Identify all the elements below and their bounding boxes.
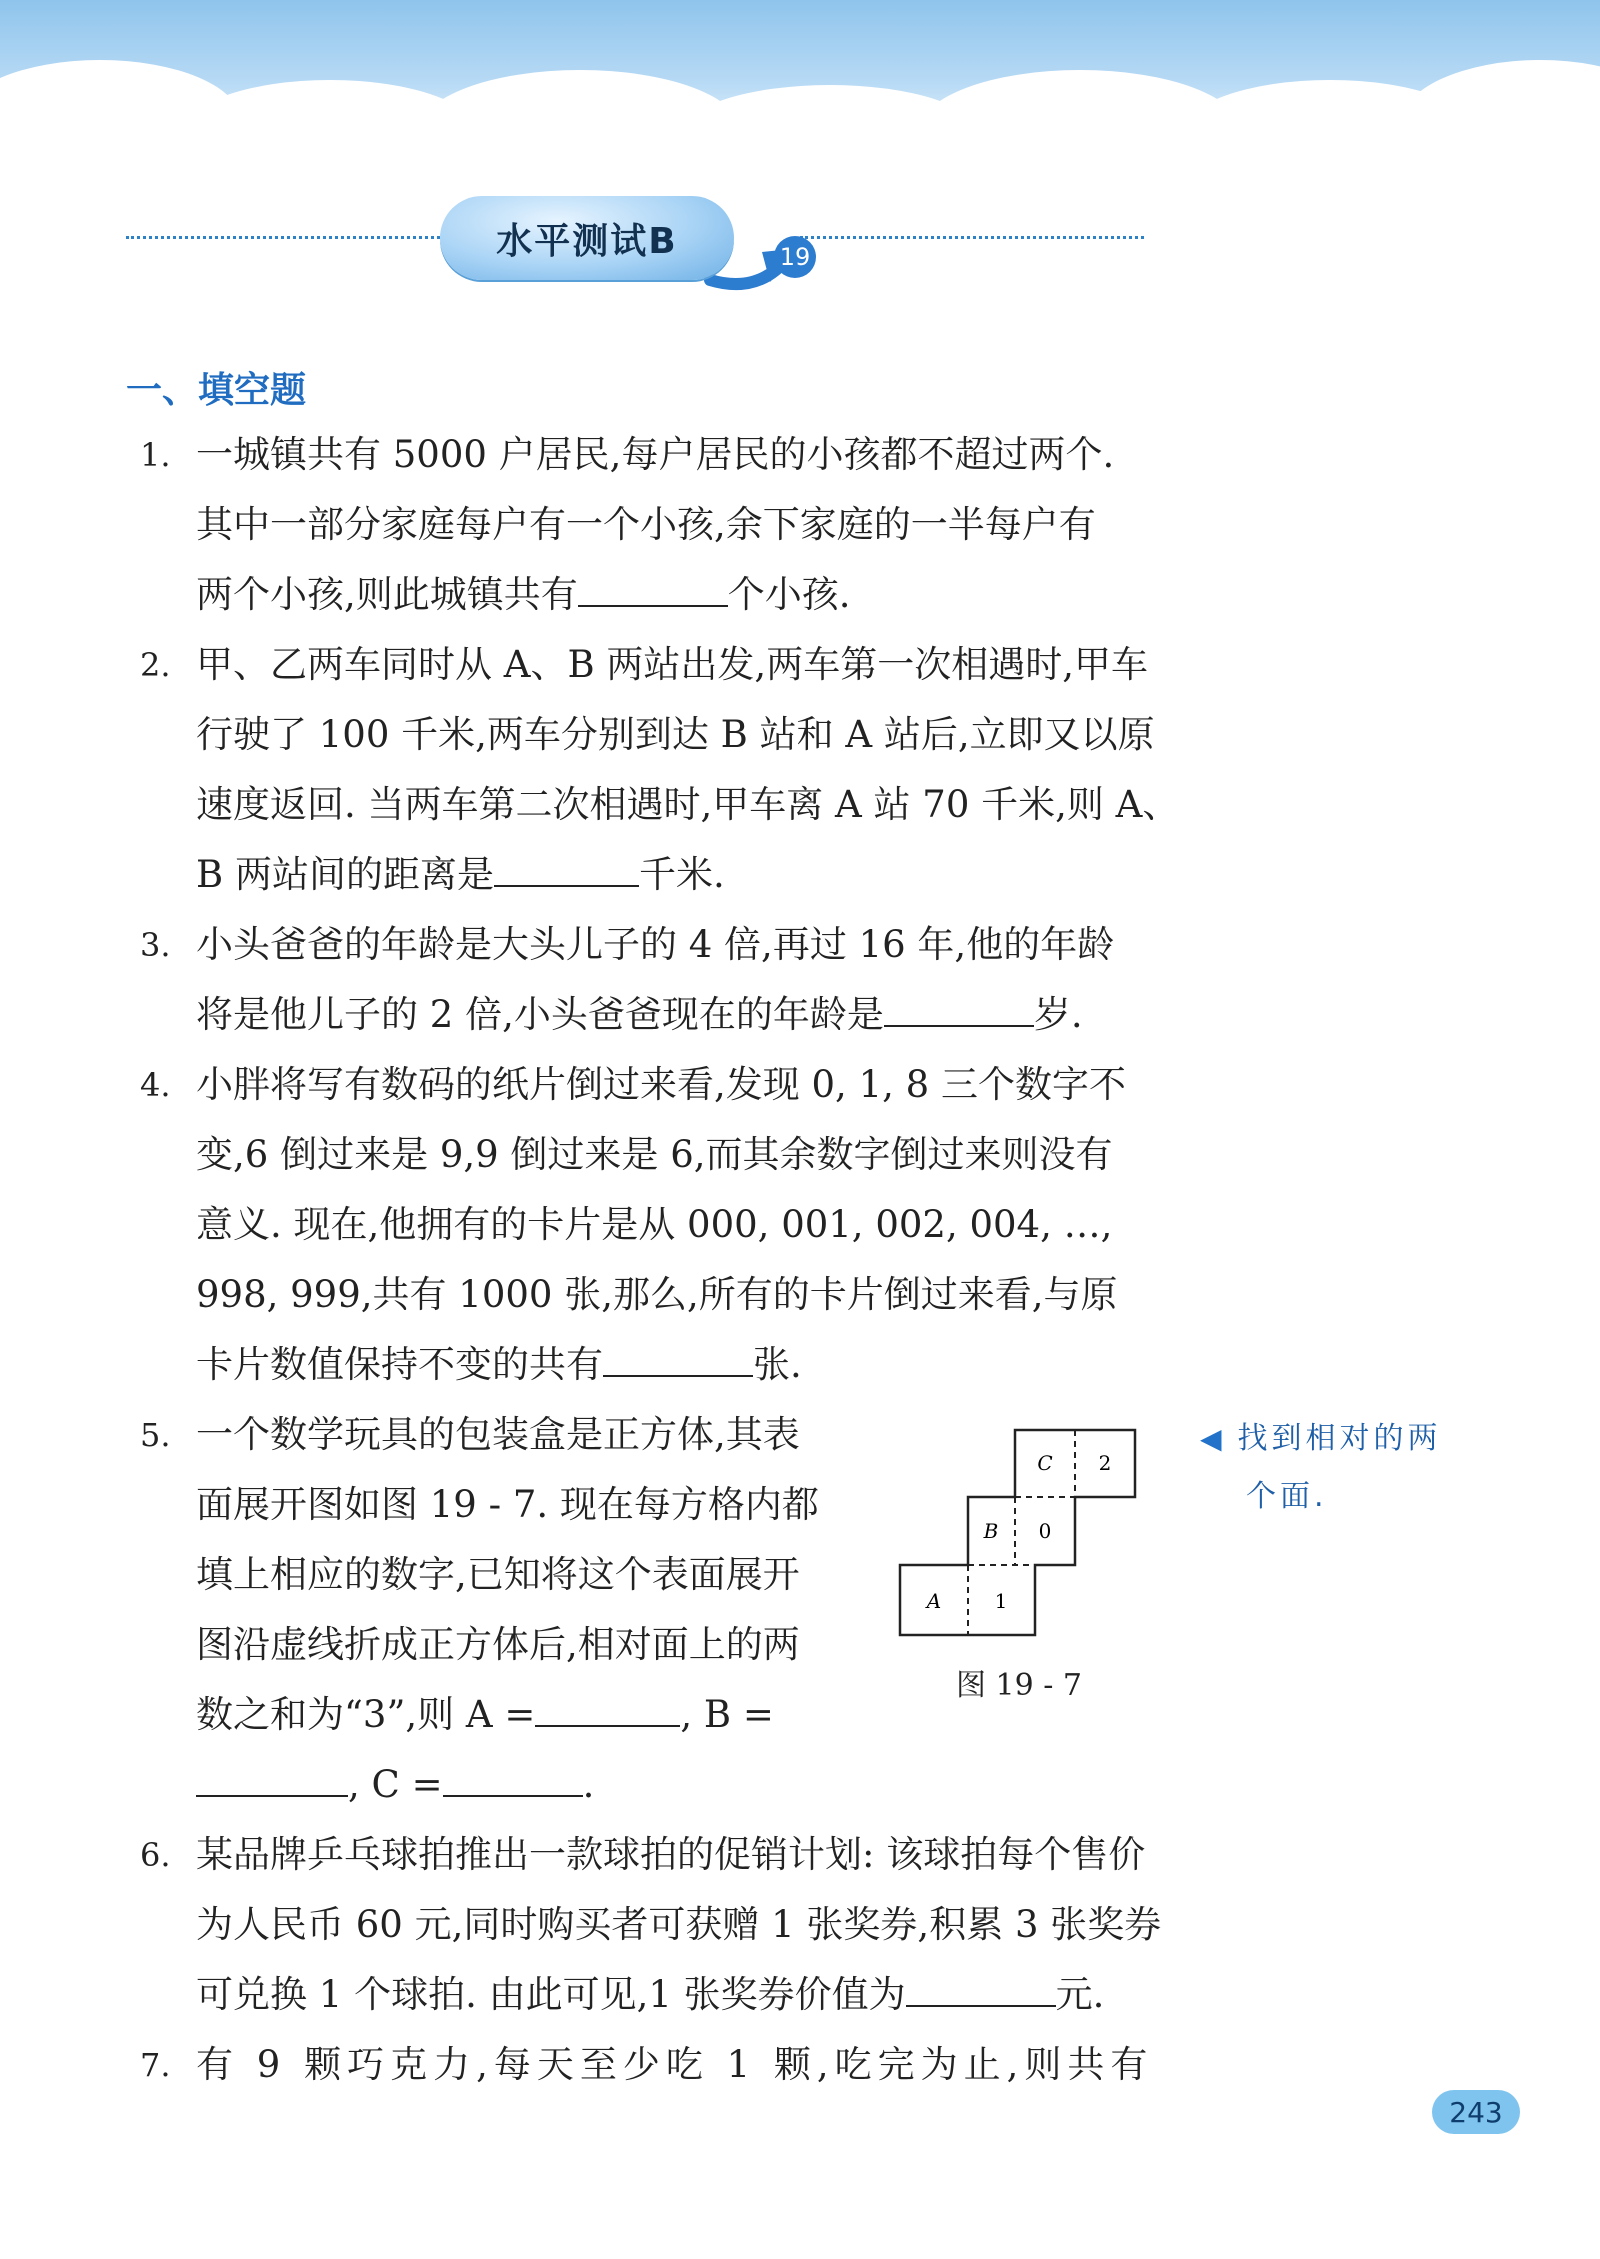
chapter-badge-title: 水平测试B — [440, 196, 734, 280]
question-5-text-a: 数之和为“3”,则 A = — [196, 1693, 536, 1736]
page-number: 243 — [1432, 2090, 1520, 2134]
chapter-number-badge: 19 — [774, 236, 816, 278]
question-6-text-a: 可兑换 1 个球拍. 由此可见,1 张奖券价值为 — [196, 1973, 906, 2016]
question-5-text-d: . — [582, 1763, 595, 1806]
question-number: 5. — [140, 1416, 171, 1454]
question-4-text-b: 张. — [753, 1343, 802, 1386]
answer-blank[interactable] — [494, 853, 639, 887]
question-2-line-1: 甲、乙两车同时从 A、B 两站出发,两车第一次相遇时,甲车 — [196, 643, 1148, 686]
answer-blank[interactable] — [603, 1343, 753, 1377]
cube-face-b-label: B — [983, 1519, 999, 1543]
question-1-line-2: 其中一部分家庭每户有一个小孩,余下家庭的一半每户有 — [196, 503, 1096, 546]
question-4-line-5 — [196, 1330, 802, 1400]
answer-blank-c[interactable] — [443, 1763, 583, 1797]
header-dotted-line-left — [126, 236, 446, 239]
answer-blank[interactable] — [884, 993, 1034, 1027]
triangle-pointer-icon: ◀ — [1200, 1422, 1226, 1455]
answer-blank-a[interactable] — [535, 1693, 680, 1727]
question-5-text-b: , B = — [680, 1693, 774, 1736]
question-6-line-1: 某品牌乒乓球拍推出一款球拍的促销计划: 该球拍每个售价 — [196, 1833, 1146, 1876]
question-6-text-b: 元. — [1055, 1973, 1105, 2016]
cube-face-0-label: 0 — [1038, 1519, 1052, 1543]
question-2-text-b: 千米. — [638, 853, 725, 896]
question-5-line-3: 填上相应的数字,已知将这个表面展开 — [196, 1553, 800, 1596]
question-5-line-5 — [196, 1680, 774, 1750]
question-number: 2. — [140, 646, 171, 684]
question-1-line-1: 一城镇共有 5000 户居民,每户居民的小孩都不超过两个. — [196, 433, 1115, 476]
question-5-line-4: 图沿虚线折成正方体后,相对面上的两 — [196, 1623, 800, 1666]
question-7-line-1: 有 9 颗巧克力,每天至少吃 1 颗,吃完为止,则共有 — [196, 2043, 1154, 2086]
question-5-line-2: 面展开图如图 19 - 7. 现在每方格内都 — [196, 1483, 819, 1526]
question-4-line-4: 998, 999,共有 1000 张,那么,所有的卡片倒过来看,与原 — [196, 1273, 1118, 1316]
question-2-line-4 — [196, 840, 725, 910]
question-2-line-3: 速度返回. 当两车第二次相遇时,甲车离 A 站 70 千米,则 A、 — [196, 783, 1180, 826]
cube-face-1-label: 1 — [994, 1589, 1008, 1613]
question-1-text-b: 个小孩. — [727, 573, 851, 616]
answer-blank[interactable] — [906, 1973, 1056, 2007]
question-4-line-1: 小胖将写有数码的纸片倒过来看,发现 0, 1, 8 三个数字不 — [196, 1063, 1126, 1106]
answer-blank-b[interactable] — [196, 1763, 348, 1797]
question-2-text-a: B 两站间的距离是 — [196, 853, 494, 896]
question-number: 1. — [140, 436, 171, 474]
question-number: 7. — [140, 2046, 171, 2084]
question-4-line-2: 变,6 倒过来是 9,9 倒过来是 6,而其余数字倒过来则没有 — [196, 1133, 1113, 1176]
question-4-line-3: 意义. 现在,他拥有的卡片是从 000, 001, 002, 004, …, — [196, 1203, 1113, 1246]
cube-net-figure — [880, 1425, 1160, 1645]
section-title: 一、填空题 — [126, 370, 307, 411]
question-5-text-c: , C = — [348, 1763, 443, 1806]
question-3-line-1: 小头爸爸的年龄是大头儿子的 4 倍,再过 16 年,他的年龄 — [196, 923, 1115, 966]
question-3-text-b: 岁. — [1033, 993, 1083, 1036]
question-number: 3. — [140, 926, 171, 964]
question-1-text-a: 两个小孩,则此城镇共有 — [196, 573, 578, 616]
question-6-line-3 — [196, 1960, 1104, 2030]
cube-face-a-label: A — [926, 1589, 942, 1613]
side-hint-line-1: 找到相对的两 — [1237, 1421, 1442, 1456]
question-6-line-2: 为人民币 60 元,同时购买者可获赠 1 张奖券,积累 3 张奖券 — [196, 1903, 1162, 1946]
question-2-line-2: 行驶了 100 千米,两车分别到达 B 站和 A 站后,立即又以原 — [196, 713, 1155, 756]
question-3-text-a: 将是他儿子的 2 倍,小头爸爸现在的年龄是 — [196, 993, 884, 1036]
header-dotted-line-right — [800, 236, 1144, 239]
side-hint-line-2: 个面. — [1246, 1479, 1328, 1514]
side-hint-note — [1200, 1410, 1442, 1526]
question-5-line-1: 一个数学玩具的包装盒是正方体,其表 — [196, 1413, 800, 1456]
question-1-line-3 — [196, 560, 851, 630]
cube-face-2-label: 2 — [1098, 1451, 1112, 1475]
question-number: 4. — [140, 1066, 171, 1104]
question-4-text-a: 卡片数值保持不变的共有 — [196, 1343, 603, 1386]
cube-face-c-label: C — [1037, 1451, 1053, 1475]
question-number: 6. — [140, 1836, 171, 1874]
answer-blank[interactable] — [578, 573, 728, 607]
question-3-line-2 — [196, 980, 1083, 1050]
question-5-line-6 — [196, 1750, 594, 1820]
figure-caption: 图 19 - 7 — [956, 1668, 1083, 1703]
